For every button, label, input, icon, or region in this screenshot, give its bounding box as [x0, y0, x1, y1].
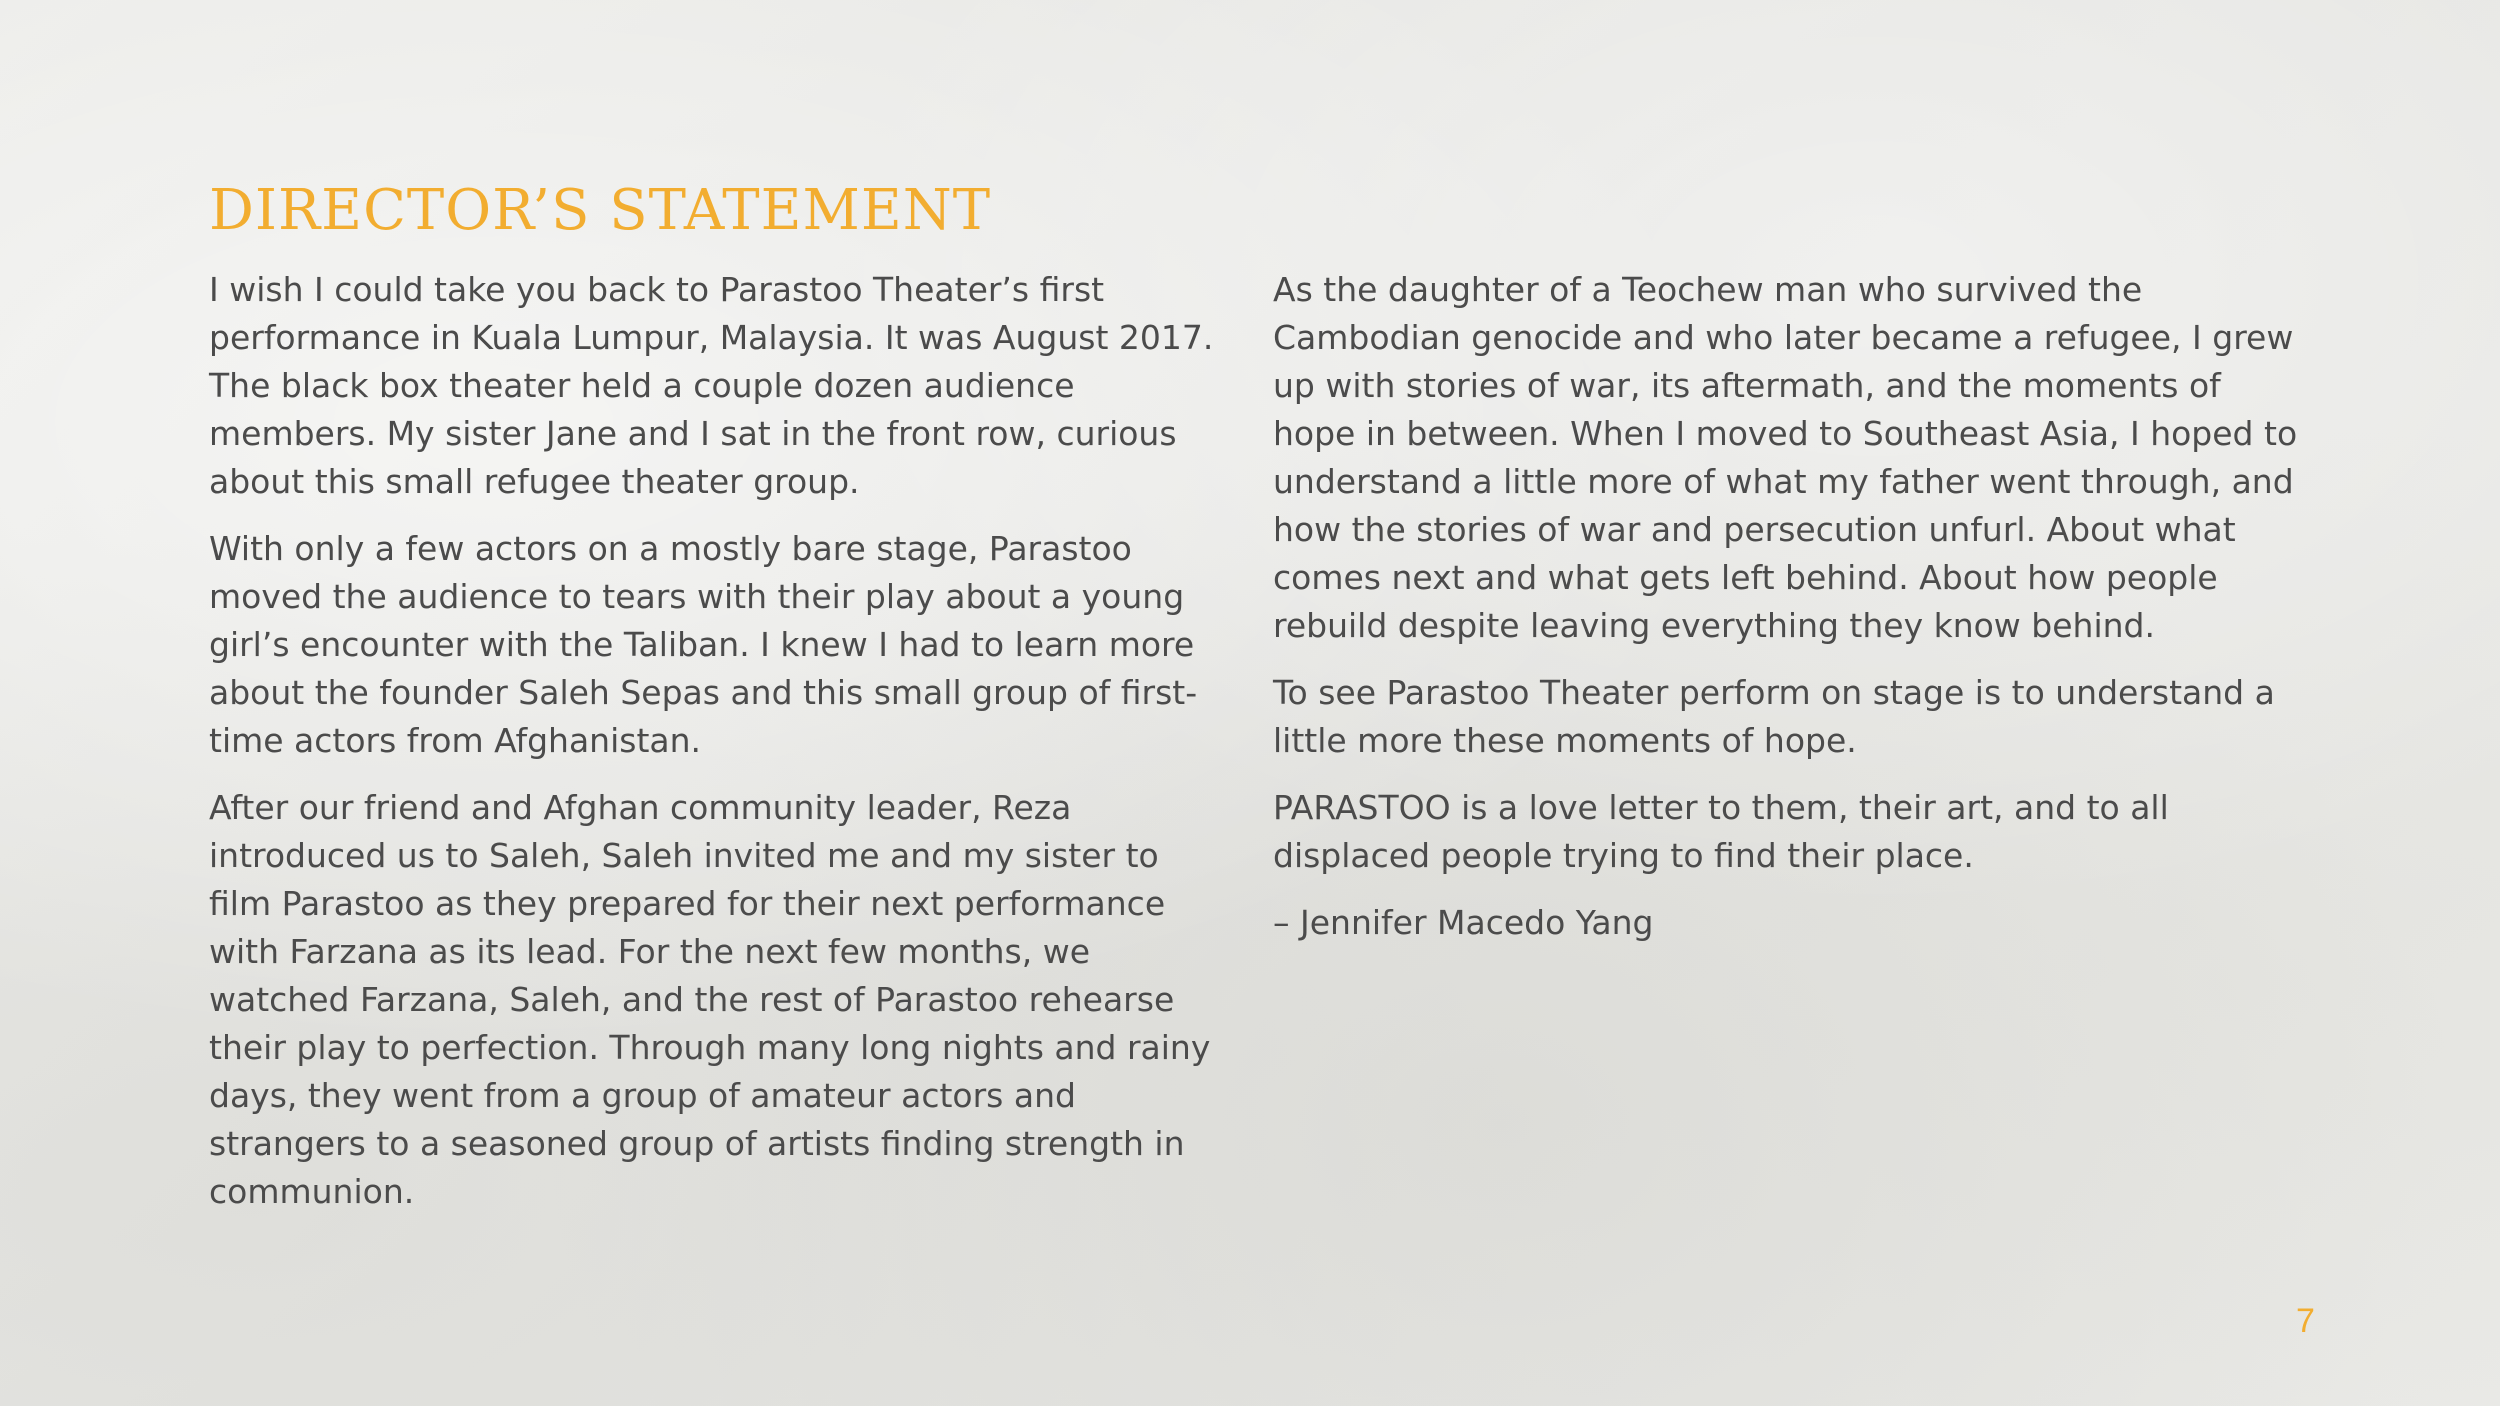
paragraph: After our friend and Afghan community leader, Reza introduced us to Saleh, Saleh invited me and my sister to film Parastoo as they prepared for their next performance with Farzana as its lead. For the next few months, we watched Farzana, Saleh, and the rest of Parastoo rehearse their play to perfection. Through many long nights and rainy days, they went from a group of amateur actors and strangers to a seasoned group of artists finding strength in communion.: [209, 788, 1211, 1211]
page-number: 7: [2296, 1302, 2315, 1340]
paragraph: As the daughter of a Teochew man who survived the Cambodian genocide and who later became a refugee, I grew up with stories of war, its aftermath, and the moments of hope in between. When I moved to Southeast Asia, I hoped to understand a little more of what my father went through, and how the stories of war and persecution unfurl. About what comes next and what gets left behind. About how people rebuild despite leaving everything they know behind.: [1273, 270, 2298, 645]
right-text-column: [1273, 266, 2313, 966]
paragraph: PARASTOO is a love letter to them, their art, and to all displaced people trying to find their place.: [1273, 788, 2169, 875]
signature-line: – Jennifer Macedo Yang: [1273, 903, 1654, 942]
page-title: DIRECTOR’S STATEMENT: [209, 178, 992, 243]
paragraph: With only a few actors on a mostly bare stage, Parastoo moved the audience to tears with their play about a young girl’s encounter with the Taliban. I knew I had to learn more about the founder Saleh Sepas and this small group of first-time actors from Afghanistan.: [209, 529, 1198, 760]
paragraph: To see Parastoo Theater perform on stage is to understand a little more these moments of hope.: [1273, 673, 2275, 760]
left-text-column: [209, 266, 1229, 1235]
paragraph: I wish I could take you back to Parastoo Theater’s first performance in Kuala Lumpur, Malaysia. It was August 2017. The black box theater held a couple dozen audience members. My sister Jane and I sat in the front row, curious about this small refugee theater group.: [209, 270, 1214, 501]
